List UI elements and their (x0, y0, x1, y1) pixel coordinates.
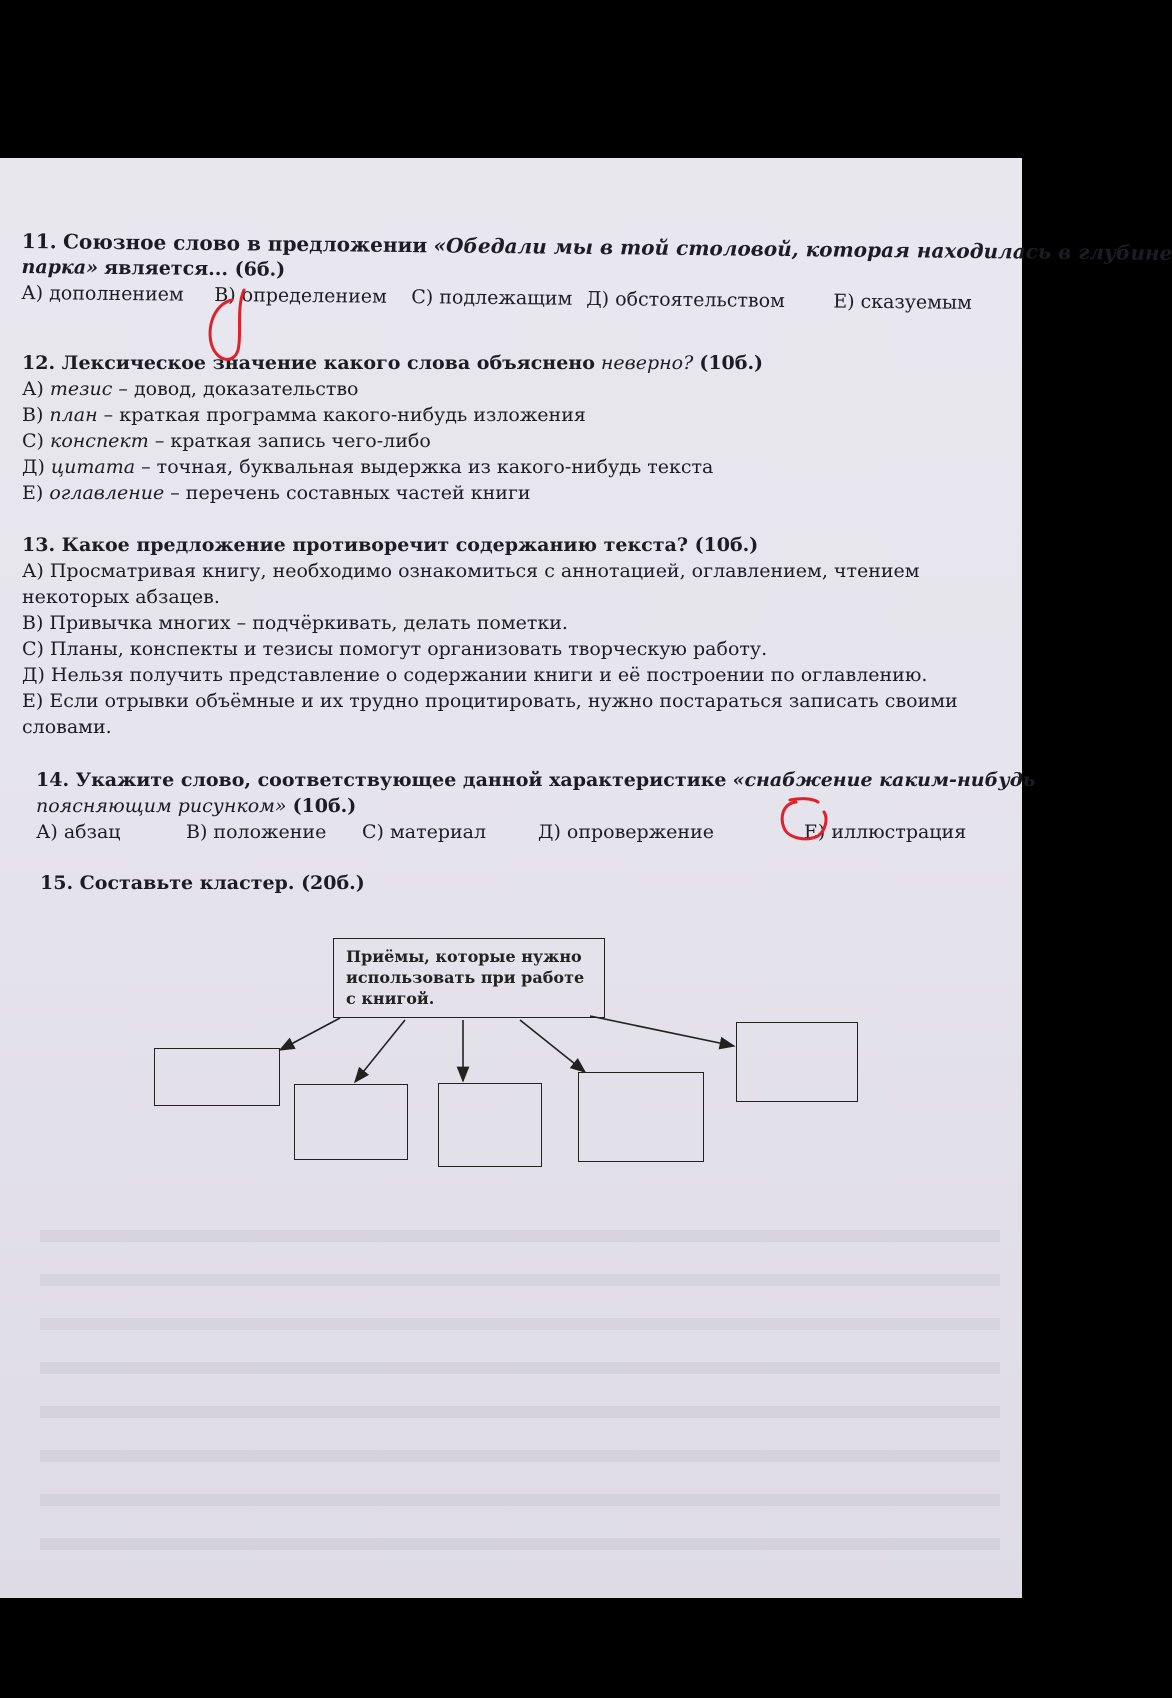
q13-option-e[interactable]: Е) Если отрывки объёмные и их трудно процитировать, нужно постараться записать своими (22, 690, 958, 712)
cluster-arrow (355, 1020, 405, 1082)
q14-option-a[interactable]: А) абзац (36, 821, 121, 843)
q11-option-e[interactable]: Е) сказуемым (833, 290, 973, 314)
q14-prompt-italic: «снабжение каким-нибудь (732, 769, 1036, 791)
q12-item-letter: В) (22, 404, 44, 426)
q12-item-definition: – краткая программа какого-нибудь изложения (103, 404, 586, 426)
q12-item-definition: – перечень составных частей книги (170, 482, 531, 504)
q14-option-b[interactable]: В) положение (186, 821, 327, 843)
q12-prompt-bold: 12. Лексическое значение какого слова объяснено (22, 352, 595, 374)
q12-item-letter: Е) (22, 482, 44, 504)
q11-option-c[interactable]: С) подлежащим (411, 286, 573, 310)
worksheet-page (0, 158, 1172, 1598)
q12-prompt-tail: (10б.) (699, 352, 764, 374)
q12-item-term: план (49, 404, 98, 426)
q11-number: 11. (21, 228, 57, 254)
q11-option-b[interactable]: В) определением (214, 284, 387, 308)
q12-item-letter: А) (22, 378, 44, 400)
q12-prompt-italic: неверно? (600, 352, 694, 374)
cluster-center-text: Приёмы, которые нужно использовать при работе с книгой. (346, 947, 585, 1008)
q11-option-d[interactable]: Д) обстоятельством (586, 287, 785, 312)
q12-item-term: оглавление (49, 482, 165, 504)
q14-prompt-bold: 14. Укажите слово, соответствующее данной характеристике (36, 769, 727, 791)
q14-prompt-italic-2: поясняющим рисунком» (36, 795, 287, 817)
cluster-arrow (590, 1016, 734, 1046)
q14-prompt-tail: (10б.) (292, 795, 357, 817)
q12-item-definition: – точная, буквальная выдержка из какого-нибудь текста (141, 456, 714, 478)
q11-prompt-bold: Союзное слово в предложении (62, 229, 428, 258)
q12-item-term: тезис (49, 378, 113, 400)
q14-option-d[interactable]: Д) опровержение (538, 821, 715, 843)
q12-item-letter: Д) (22, 456, 45, 478)
cluster-arrow (520, 1020, 585, 1072)
q11-option-a[interactable]: А) дополнением (21, 281, 184, 306)
q11-prompt-tail: является... (6б.) (103, 256, 286, 281)
q13-option-b[interactable]: В) Привычка многих – подчёркивать, делать пометки. (22, 612, 568, 634)
q13-option-a-cont: некоторых абзацев. (22, 586, 220, 608)
q13-option-c[interactable]: С) Планы, конспекты и тезисы помогут организовать творческую работу. (22, 638, 768, 660)
show-through-area (40, 1198, 1000, 1578)
q11-prompt-italic-2: парка» (21, 255, 99, 279)
q14-option-c[interactable]: С) материал (362, 821, 487, 843)
q14-option-e[interactable]: Е) иллюстрация (804, 821, 967, 843)
q13-option-e-cont: словами. (22, 716, 112, 738)
cluster-arrow (280, 1018, 340, 1050)
q12-item-term: конспект (50, 430, 149, 452)
q13-option-a[interactable]: А) Просматривая книгу, необходимо ознакомиться с аннотацией, оглавлением, чтением (22, 560, 920, 582)
q12-item-definition: – краткая запись чего-либо (154, 430, 431, 452)
q12-item-definition: – довод, доказательство (118, 378, 359, 400)
q13-prompt-text: 13. Какое предложение противоречит содержанию текста? (10б.) (22, 534, 759, 556)
q11-prompt-italic: «Обедали мы в той столовой, которая находилась в глубине (433, 233, 1172, 266)
q12-item-letter: С) (22, 430, 44, 452)
q15-prompt-text: 15. Составьте кластер. (20б.) (40, 872, 365, 894)
q13-option-d[interactable]: Д) Нельзя получить представление о содержании книги и её построении по оглавлению. (22, 664, 928, 686)
q12-item-term: цитата (50, 456, 136, 478)
